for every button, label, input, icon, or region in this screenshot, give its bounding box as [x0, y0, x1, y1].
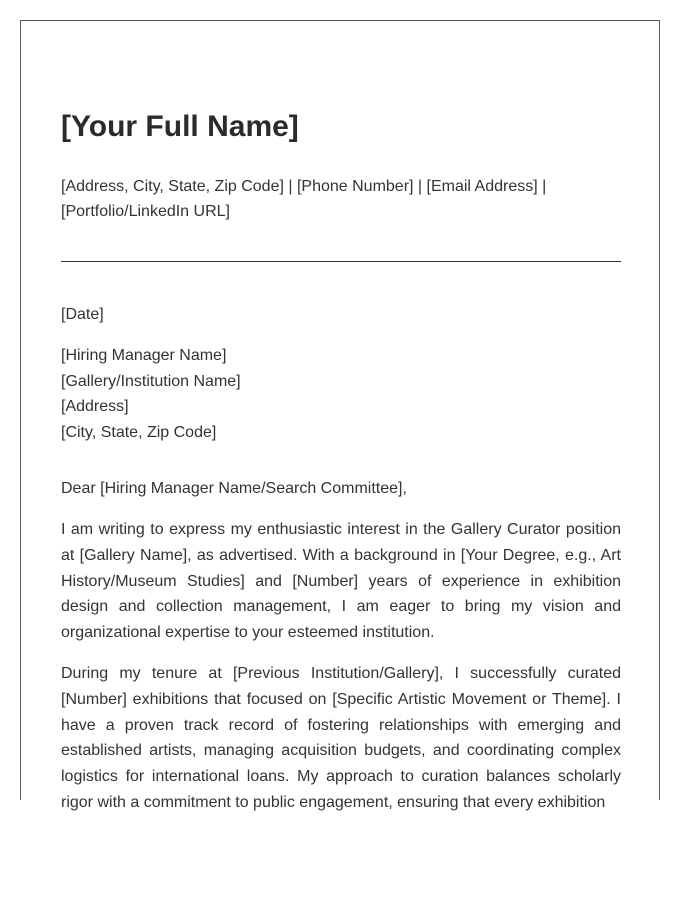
- recipient-block: [61, 343, 241, 446]
- letter-date: [Date]: [61, 306, 104, 323]
- sender-name: [Your Full Name]: [61, 110, 299, 143]
- recipient-institution-name: [Gallery/Institution Name]: [61, 372, 241, 390]
- header-divider: [61, 261, 621, 262]
- salutation: Dear [Hiring Manager Name/Search Committee],: [61, 480, 407, 497]
- recipient-city-state-zip: [City, State, Zip Code]: [61, 424, 217, 442]
- recipient-address: [Address]: [61, 398, 129, 416]
- sender-contact-info: [Address, City, State, Zip Code] | [Phone Number] | [Email Address] | [Portfolio/LinkedIn URL]: [61, 178, 547, 220]
- body-paragraph-2: During my tenure at [Previous Institution/Gallery], I successfully curated [Number] exhibitions that focused on [Specific Artistic Movement or Theme]. I have a proven track record of fostering relationships with emerging and established artists, managing acquisition budgets, and coordinating complex logistics for international loans. My approach to curation balances scholarly rigor with a commitment to public engagement, ensuring that every exhibition: [61, 665, 621, 811]
- body-paragraph-1: I am writing to express my enthusiastic interest in the Gallery Curator position at [Gallery Name], as advertised. With a background in [Your Degree, e.g., Art History/Museum Studies] and [Number] years of experience in exhibition design and collection management, I am eager to bring my vision and organizational expertise to your esteemed institution.: [61, 521, 621, 642]
- letter-page: [20, 20, 660, 811]
- recipient-manager-name: [Hiring Manager Name]: [61, 347, 227, 364]
